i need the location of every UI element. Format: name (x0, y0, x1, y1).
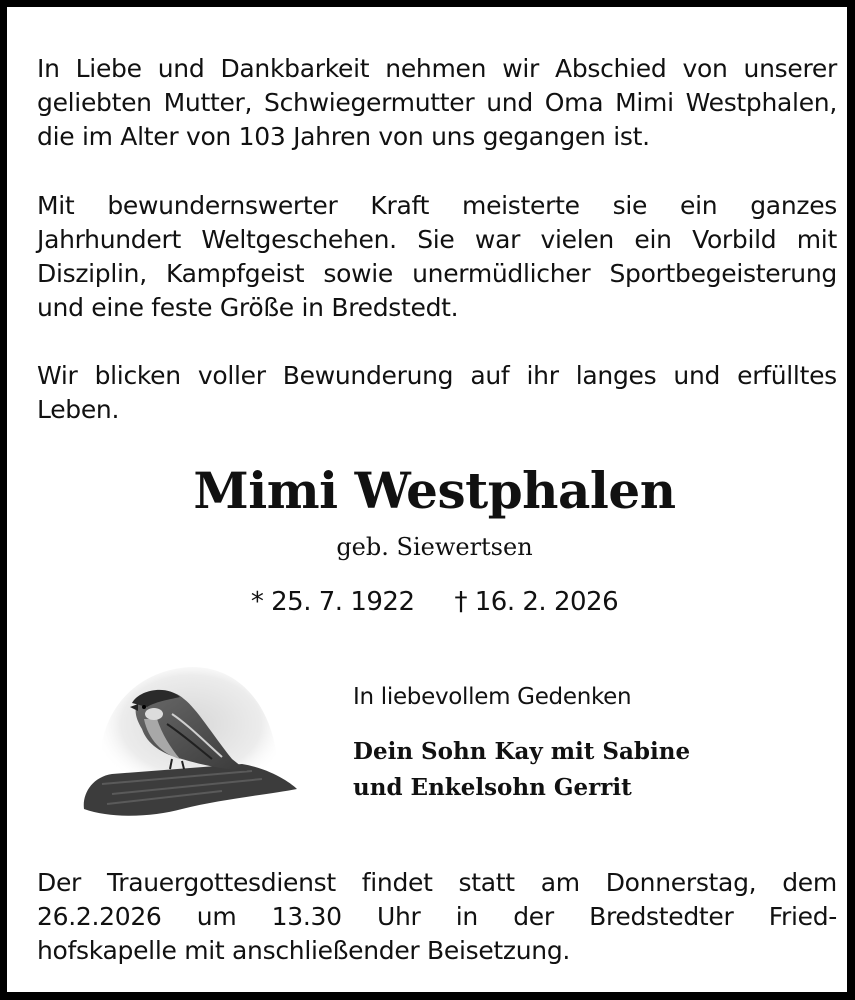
service-paragraph (37, 866, 837, 968)
sparrow-on-branch-icon (72, 659, 307, 824)
admiration-line: Leben. (37, 395, 120, 424)
family-line: Dein Sohn Kay mit Sabine (353, 738, 691, 765)
maiden-name: geb. Siewertsen (336, 533, 533, 561)
birth-date: * 25. 7. 1922 (250, 587, 415, 617)
admiration-line: Wir blicken voller Bewunderung auf ihr langes und erfülltes (37, 361, 837, 390)
tribute-line: Jahrhundert Weltgeschehen. Sie war vielen ein Vorbild mit (37, 225, 837, 254)
intro-line: In Liebe und Dankbarkeit nehmen wir Abschied von unserer (37, 54, 837, 83)
death-date: † 16. 2. 2026 (454, 587, 619, 617)
family-signature (353, 734, 690, 806)
service-line: 26.2.2026 um 13.30 Uhr in der Bredstedter Fried- (37, 902, 837, 931)
life-dates (7, 584, 855, 620)
deceased-name: Mimi Westphalen (193, 461, 676, 520)
tribute-line: Mit bewundernswerter Kraft meisterte sie ein ganzes (37, 191, 837, 220)
service-line: hofskapelle mit anschließender Beisetzung. (37, 936, 571, 965)
tribute-line: Disziplin, Kampfgeist sowie unermüdlicher Sportbegeisterung (37, 259, 837, 288)
family-line: und Enkelsohn Gerrit (353, 774, 632, 801)
intro-paragraph (37, 52, 837, 154)
intro-line: die im Alter von 103 Jahren von uns gegangen ist. (37, 122, 650, 151)
intro-line: geliebten Mutter, Schwiegermutter und Oma Mimi Westphalen, (37, 88, 837, 117)
tribute-line: und eine feste Größe in Bredstedt. (37, 293, 459, 322)
service-line: Der Trauergottesdienst findet statt am Donnerstag, dem (37, 868, 837, 897)
memory-text: In liebevollem Gedenken (353, 684, 632, 710)
admiration-paragraph (37, 359, 837, 427)
tribute-paragraph (37, 189, 837, 325)
